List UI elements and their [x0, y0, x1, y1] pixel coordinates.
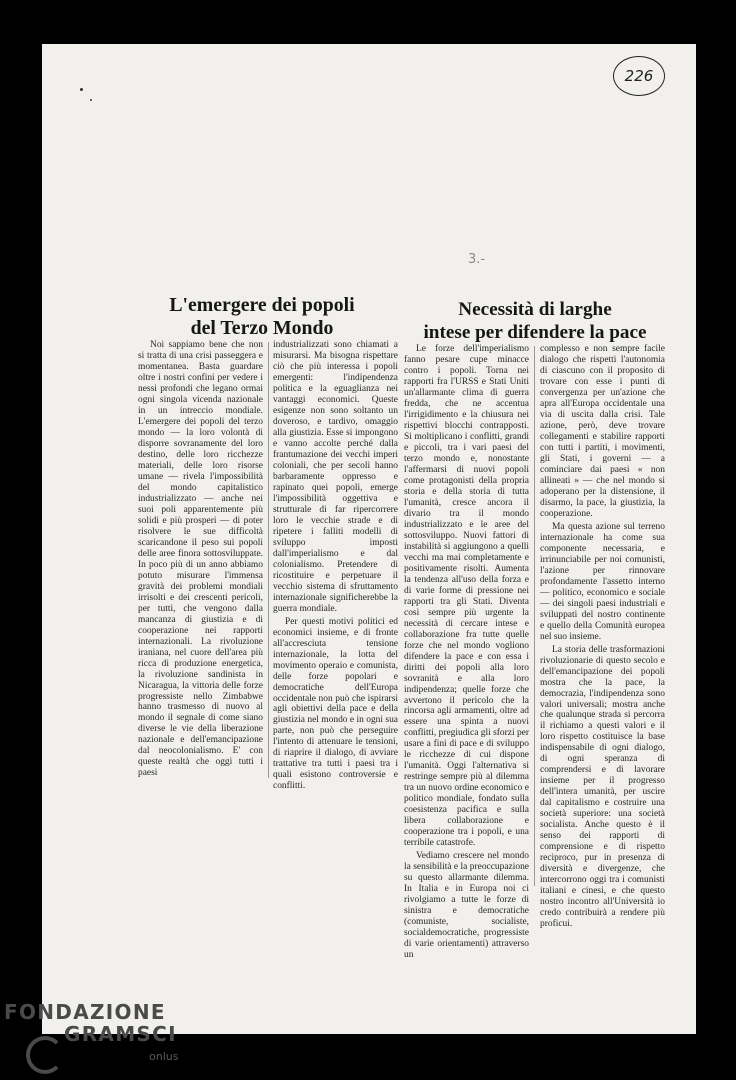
- right-title-line2: intese per difendere la pace: [423, 322, 647, 343]
- left-title-line2: del Terzo Mondo: [190, 317, 334, 339]
- column-rule: [268, 342, 269, 778]
- paragraph: industrializzati sono chiamati a misurarsi. Ma bisogna rispettare ciò che più interessa i popoli emergenti: l'indipendenza politica e la eguaglianza nei vantaggi economici. Queste esigenze non sono soltanto un doveroso, e tardivo, omaggio alla giustizia. Esse si impongono e vanno accolte perché dalla frantumazione dei vecchi imperi coloniali, che per secoli hanno barbaramente oppresso e rapinato quei popoli, emerge l'impossibilità oggettiva e strutturale di far ripercorrere loro le vecchie strade e di ripetere i falliti modelli di sviluppo imposti dall'imperialismo e dal colonialismo. Pretendere di ricostituire e perpetuare il vecchio sistema di sfruttamento internazionale significherebbe la guerra mondiale.: [273, 340, 398, 614]
- paragraph: La storia delle trasformazioni rivoluzionarie di questo secolo e dell'emancipazione dei popoli mostra che la pace, la democrazia, l'indipendenza sono valori universali; mostra anche che qualunque strada si percorra il richiamo a questi valori e il loro rispetto costituisce la base indispensabile di ogni dialogo, di ogni speranza di comprendersi e di lavorare insieme per il progresso dell'intera umanità, per uscire dal capitalismo e costruire una società superiore: una società socialista. Anche questo è il senso dei rapporti di comprensione e di rispetto reciproco, pur in presenza di diversità e divergenze, che intercorrono oggi tra i comunisti italiani e cinesi, e che questo nostro incontro all'Università io credo contribuirà a rendere più proficui.: [540, 644, 665, 930]
- paragraph: Per questi motivi politici ed economici insieme, e di fronte all'accresciuta tensione internazionale, la lotta del movimento operaio e comunista, delle forze popolari e democratiche dell'Europa occidentale non può che ispirarsi agli obiettivi della pace e della giustizia nel mondo e in ogni sua parte, non può che perseguire l'intento di attenuare le tensioni, di riaprire il dialogo, di avviare trattative tra tutti i paesi tra i quali esistono controversie e conflitti.: [273, 616, 398, 792]
- left-article-column-2: [273, 340, 398, 792]
- paragraph: Ma questa azione sul terreno internazionale ha come sua componente necessaria, e irrinunciabile per noi comunisti, l'azione per rinnovare profondamente l'assetto interno — politico, economico e sociale — dei singoli paesi industriali e sviluppati del nostro continente e quello della Comunità europea nel suo insieme.: [540, 521, 665, 642]
- gramsci-g-icon: [26, 1036, 64, 1074]
- logo-line1: FONDAZIONE: [4, 1000, 166, 1024]
- paper-speck: [80, 88, 83, 91]
- paragraph: Le forze dell'imperialismo fanno pesare cupe minacce contro i popoli. Torna nei rapporti fra l'URSS e Stati Uniti un'allarmante clima di guerra fredda, che ne accentua l'irrigidimento e la chiusura nei rispettivi blocchi contrapposti. Si moltiplicano i conflitti, grandi e piccoli, tra i vari paesi del terzo mondo e, nonostante l'affermarsi di nuovi popoli come protagonisti della propria storia e della storia di tutta l'umanità, cresce ancora il divario tra il mondo industrializzato e le aree del sottosviluppo. Nuovi fattori di instabilità si aggiungono a quelli vecchi ma mai completamente e positivamente risolti. Aumenta la tendenza all'uso della forza e di varie forme di pressione nei rapporti tra gli Stati. Diventa così sempre più urgente la necessità di cercare intese e collaborazione fra tutte quelle forze che nel mondo vogliono difendere la pace e con essa i diritti dei popoli alla loro sovranità e alla loro indipendenza; quelle forze che avvertono il pericolo che la rincorsa agli armamenti, oltre ad essere una spinta a nuovi conflitti, pregiudica gli sforzi per usare a fini di pace e di sviluppo le ricchezze di cui dispone l'umanità. Oggi l'alternativa si restringe sempre più al dilemma tra un nuovo ordine economico e politico mondiale, fondato sulla coesistenza pacifica e sulla libera collaborazione e cooperazione tra i popoli, e una terribile catastrofe.: [404, 344, 530, 849]
- right-article-column-2: [540, 344, 665, 930]
- fondazione-gramsci-logo: [4, 1001, 177, 1045]
- right-article-title: [405, 298, 665, 344]
- right-title-line1: Necessità di larghe: [458, 299, 612, 320]
- left-article-title: [130, 294, 394, 340]
- column-rule: [534, 346, 535, 886]
- paper-speck: [90, 99, 92, 101]
- paragraph: complesso e non sempre facile dialogo che rispetti l'autonomia di ciascuno con il proposito di trovare con esse i punti di convergenza per un'azione che apra all'Europa occidentale una via di uscita dalla crisi. Tale azione, però, deve trovare collegamenti e stabilire rapporti con tutti i partiti, i movimenti, gli Stati, i governi — a cominciare dai paesi « non allineati » — che nel mondo si adoperano per la distensione, il disarmo, la pace, la giustizia, la cooperazione.: [540, 344, 665, 519]
- left-article-column-1: [138, 340, 263, 779]
- right-article-column-1: [404, 344, 529, 961]
- paragraph: Noi sappiamo bene che non si tratta di una crisi passeggera e momentanea. Basta guardare oltre i nostri confini per vedere i nessi profondi che legano ormai ogni singola vicenda nazionale in un intreccio mondiale. L'emergere dei popoli del terzo mondo — la loro volontà di disporre sovranamente del loro destino, delle loro ricchezze materiali, delle loro risorse umane — rivela l'impossibilità del mondo capitalistico industrializzato — anche nei suoi poli apparentemente più solidi e più prosperi — di poter risolvere le sue difficoltà scaricandone il peso sui popoli delle aree finora sottosviluppate. In poco più di un anno abbiamo potuto misurare l'immensa gravità dei problemi mondiali irrisolti e dei crescenti pericoli, per tutti, che vengono dalla mancanza di giustizia e di cooperazione nei rapporti internazionali. La rivoluzione iraniana, nel cuore dell'area più ricca di produzione energetica, la rivoluzione sandinista in Nicaragua, la vittoria delle forze progressiste nello Zimbabwe hanno trasmesso di nuovo al mondo il segnale di come siano diverse le vie della liberazione nazionale e dell'emancipazione dal neocolonialismo. E' con queste realtà che oggi tutti i paesi: [138, 340, 263, 779]
- pencil-note: 3.-: [468, 252, 486, 267]
- left-title-line1: L'emergere dei popoli: [169, 294, 355, 316]
- page-number-stamp: 226: [613, 56, 665, 96]
- paragraph: Vediamo crescere nel mondo la sensibilità e la preoccupazione su questo allarmante dilemma. In Italia e in Europa noi ci rivolgiamo a tutte le forze di sinistra e democratiche (comuniste, socialiste, socialdemocratiche, progressiste di varie orientamenti) attraverso un: [404, 851, 529, 961]
- logo-line2: GRAMSCI: [64, 1022, 177, 1046]
- logo-suffix: onlus: [149, 1050, 179, 1063]
